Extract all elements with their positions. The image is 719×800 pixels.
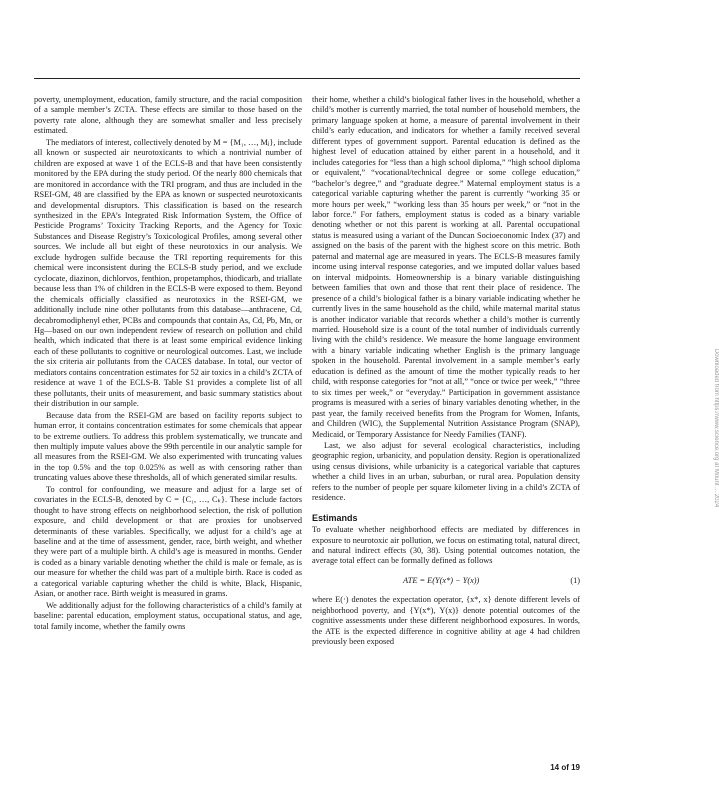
section-heading: Estimands — [312, 512, 358, 523]
paragraph: Because data from the RSEI-GM are based on facility reports subject to human error, it contains concentration estimates for some chemicals that appear to be extreme outliers. To address this problem systematically, we truncate and then multiply impute values above the 99th percentile in our analytic sample for all measures from the RSEI-GM. We also experimented with truncating values in the top 0.5% and the top 0.025% as well as with censoring rather than truncating values above these thresholds, all of which generated similar results. — [34, 410, 302, 483]
equation-block — [312, 576, 580, 586]
paragraph: where E(·) denotes the expectation operator, {x*, x} denote different levels of neighborhood poverty, and {Y(x*), Y(x)} denote potential outcomes of the cognitive assessments under these different neighborhood exposures. In words, the ATE is the expected difference in cognitive ability at age 4 had children previously been exposed — [312, 595, 580, 647]
paragraph: To control for confounding, we measure and adjust for a large set of covariates in the ECLS-B, denoted by C = {C₁, …, Cₖ}. These include factors thought to have strong effects on neighborhood selection, the risk of pollution exposure, and child development or that are proxies for unobserved determinants of these variables. Specifically, we adjust for a child’s age at baseline and at the time of assessment, gender, race, birth weight, and whether they were part of a multiple birth. A child’s age is measured in months. Gender is coded as a binary variable denoting whether the child is male or female, as is our measure for whether the child was part of a multiple birth. Race is coded as a categorical variable capturing whether the child is white, Black, Hispanic, Asian, or another race. Birth weight is measured in grams. — [34, 484, 302, 599]
paragraph: To evaluate whether neighborhood effects are mediated by differences in exposure to neurotoxic air pollution, we focus on estimating total, natural direct, and natural indirect effects (30, 38). Using potential outcomes notation, the average total effect can be formally defined as follows — [312, 525, 580, 566]
header-rule — [34, 78, 580, 79]
page-number: 14 of 19 — [550, 763, 580, 772]
paragraph: Last, we also adjust for several ecological characteristics, including geographic region, urbanicity, and population density. Region is operationalized using census divisions, while urbanicity is a categorical variable that captures whether a child lives in an urban, suburban, or rural area. Population density refers to the number of people per square kilometer living in a child’s ZCTA of residence. — [312, 440, 580, 503]
paragraph: We additionally adjust for the following characteristics of a child’s family at baseline: parental education, employment status, occupational status, and age, total family income, whether the family owns — [34, 600, 302, 631]
paragraph: poverty, unemployment, education, family structure, and the racial composition of a sample member’s ZCTA. These effects are similar to those based on the poverty rate alone, although they are somewhat smaller and less precisely estimated. — [34, 95, 302, 136]
right-column — [312, 95, 580, 649]
paragraph: The mediators of interest, collectively denoted by M = {M₁, …, Mⱼ}, include all known or suspected air neurotoxicants to which a nontrivial number of children are exposed at wave 1 of the ECLS-B and that have been consistently monitored by the EPA during the study period. Of the nearly 800 chemicals that are monitored in accordance with the TRI program, and thus are included in the RSEI-GM, 48 are classified by the EPA as known or suspected neurotoxicants and developmental disruptors. This classification is based on the research synthesized in the EPA’s Integrated Risk Information System, the Office of Pesticide Programs’ Toxicity Tracking Reports, and the Agency for Toxic Substances and Disease Registry’s Toxicological Profiles, among several other sources. We include all but eight of these neurotoxics in our analysis. We exclude hydrogen sulfide because the TRI reporting requirements for this chemical were inconsistent during the ECLS-B study period, and we exclude cyclocate, diazinon, dichlorvos, fenthion, propetamphos, thiodicarb, and triallate because less than 1% of children in the ECLS-B were exposed to them. Beyond the chemicals officially classified as neurotoxics in the RSEI-GM, we additionally include nine other pollutants from this database—anthracene, Cd, decabromodiphenyl ether, PCBs and compounds that contain As, Cd, Pb, Mn, or Hg—based on our own independent review of research on pollution and child health, which indicated that there is at least some empirical evidence linking each of these pollutants to cognitive or neurological outcomes. Last, we include the six criteria air pollutants from the CACES database. In total, our vector of mediators contains concentration estimates for 52 air toxics in a child’s ZCTA of residence at wave 1 of the ECLS-B. Table S1 provides a complete list of all these pollutants, their units of measurement, and basic summary statistics about their distribution in our sample. — [34, 137, 302, 409]
left-column — [34, 95, 302, 633]
download-watermark — [596, 255, 719, 615]
download-watermark-text: Downloaded from https://www.science.org at Mount ... 2024 — [713, 348, 719, 508]
paragraph: their home, whether a child’s biological father lives in the household, whether a child’s mother is currently married, the total number of household members, the primary language spoken at home, a measure of parental involvement in their child’s early education, and indicators for whether a family received several different types of government support. Parental education is defined as the highest level of education attained by either parent in a household, and it includes categories for “less than a high school diploma,” “high school diploma or equivalent,” “vocational/technical degree or some college education,” “bachelor’s degree,” and “graduate degree.” Maternal employment status is a categorical variable capturing whether the parent is currently “working 35 or more hours per week,” “working less than 35 hours per week,” or “not in the labor force.” For fathers, employment status is coded as a binary variable denoting whether or not this parent is working at all. Parental occupational status is measured using a variant of the Duncan Socioeconomic Index (37) and assigned on the basis of the parent with the highest score on this metric. Both paternal and maternal age are measured in years. The ECLS-B measures family income using interval response categories, and we imputed dollar values based on interval midpoints. Homeownership is a binary variable distinguishing between families that own and those that rent their place of residence. The presence of a child’s biological father is a binary variable indicating whether he currently lives in the same household as the child, while maternal marital status is another indicator variable that records whether a child’s mother is currently married. Household size is a count of the total number of individuals currently living with the child’s residence. We measure the home language environment with a binary variable indicating whether English is the primary language spoken in the household. Parental involvement in a sample member’s early education is defined as the amount of time the mother typically reads to her child, with response categories for “not at all,” “once or twice per week,” “three to six times per week,” or “everyday.” Participation in government assistance programs is measured with a series of binary variables denoting whether, in the past year, the family received benefits from the Program for Women, Infants, and Children (WIC), the Supplemental Nutrition Assistance Program (SNAP), Medicaid, or Temporary Assistance for Needy Families (TANF). — [312, 95, 580, 439]
equation-number: (1) — [570, 575, 580, 585]
equation: ATE = E(Y(x*) − Y(x)) — [402, 575, 480, 585]
